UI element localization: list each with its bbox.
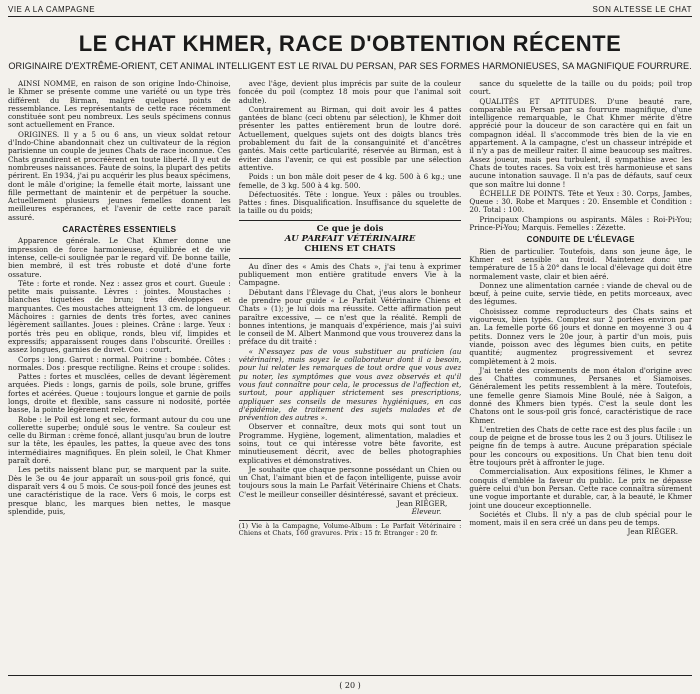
paragraph: Corps : long. Garrot : normal. Poitrine : bombée. Côtes : normales. Dos : presque rectiligne. Reins et croupe : solides.	[8, 354, 231, 372]
paragraph: L'entretien des Chats de cette race est des plus facile : un coup de peigne et de brosse tous les 2 ou 3 jours. Utilisez le peigne fin de temps à autre. Aucune préparation spéciale pour les concours ou expositions. Un Chat bien tenu doit être toujours prêt à affronter le juge.	[469, 424, 693, 468]
paragraph: Apparence générale. Le Chat Khmer donne une impression de force harmonieuse, équilibrée et de vie intense, celle-ci soulignée par le regard vif. De bonne taille, bien membré, il est très robuste et doté d'une forte ossature.	[8, 236, 231, 279]
paragraph: Pattes : fortes et musclées, celles de devant légèrement arquées. Pieds : longs, garnis de poils, sole brune, griffes fortes et acérées. Queue : toujours longue et garnie de poils longs, droite et flexible, sans cassure ni nodosité, portée basse, la pointe légèrement relevée.	[8, 372, 231, 415]
paragraph: Je souhaite que chaque personne possédant un Chien ou un Chat, l'aimant bien et de façon intelligente, puisse avoir toujours sous la main Le Parfait Vétérinaire Chiens et Chats. C'est le meilleur conseiller désintéressé, savant et précieux.	[238, 464, 462, 499]
quote-paragraph: « N'essayez pas de vous substituer au praticien (au vétérinaire), mais soyez le collaborateur dont il a besoin, pour lui relater les remarques de tout ordre que vous avez pu noter, les symptômes que vous avez observés et qu'il vous faut connaître pour cela, le processus de l'affection et, surtout, pour appliquer strictement ses prescriptions, appliquer ses conseils de mesures hygiéniques, en cas d'épidémie, de traitement des sujets malades et de prévention des autres ».	[238, 346, 462, 423]
article-columns	[8, 80, 692, 646]
paragraph: avec l'âge, devient plus imprécis par suite de la couleur foncée du poil (comptez 18 mois pour que l'animal soit adulte).	[238, 80, 462, 105]
footer-rule	[8, 675, 692, 676]
header-left: VIE A LA CAMPAGNE	[8, 5, 96, 14]
box-heading-3: CHIENS ET CHATS	[304, 243, 396, 254]
paragraph: Commercialisation. Aux expositions félines, le Khmer a conquis d'emblée la faveur du public. Le prix ne dépasse guère celui d'un bon Persan. Cette race connaîtra sûrement une vogue importante et durable, car, à la beauté, le Khmer joint une douceur exceptionnelle.	[469, 467, 693, 510]
paragraph: Les petits naissent blanc pur, se marquent par la suite. Dès le 3e ou 4e jour apparaît un sous-poil gris foncé, qui disparaît vers 4 ou 5 mois. Ce sous-poil foncé des jeunes est une caractéristique de la race. Vers 6 mois, le corps est presque blanc, les marques bien nettes, le masque splendide, puis,	[8, 465, 231, 516]
paragraph: Sociétés et Clubs. Il n'y a pas de club spécial pour le moment, mais il en sera créé un dans peu de temps.	[469, 509, 693, 528]
running-header	[8, 4, 692, 17]
paragraph: Observer et connaître, deux mots qui sont tout un Programme. Hygiène, logement, alimentation, maladies et soins, tout ce qui intéresse votre bête favorite, est minutieusement décrit, avec de belles photographies explicatives et démonstratives.	[238, 422, 462, 465]
paragraph: Rien de particulier. Toutefois, dans son jeune âge, le Khmer est sensible au froid. Maintenez donc une température de 15 à 20° dans le local d'élevage qui doit être normalement vaste, clair et bien aéré.	[469, 246, 693, 281]
article-title: LE CHAT KHMER, RACE D'OBTENTION RÉCENTE	[78, 31, 622, 56]
article-subtitle: ORIGINAIRE D'EXTRÊME-ORIENT, CET ANIMAL INTELLIGENT EST LE RIVAL DU PERSAN, PAR SES FORMES HARMONIEUSES, SA MAGNIFIQUE FOURRURE.	[8, 61, 692, 71]
testimonial-box	[239, 220, 462, 259]
paragraph: QUALITÉS ET APTITUDES. D'une beauté rare, comparable au Persan par sa fourrure magnifique, d'une intelligence remarquable, le Chat Khmer mérite d'être apprécié pour la douceur de son caractère qui en fait un compagnon idéal. Il s'accommode très bien de la vie en appartement. A la campagne, c'est un chasseur intrépide et il n'y a pas de meilleur raiter. Il aime beaucoup ses maîtres. Assez joueur, mais peu turbulent, il sympathise avec les Chats de toutes races. Sa voix est très harmonieuse et sans aucune intonation sauvage. Il n'a pas de défauts, sauf ceux que son maître lui donne !	[469, 96, 693, 189]
signature-role: Éleveur.	[411, 507, 442, 517]
box-heading-2: AU PARFAIT VÉTÉRINAIRE	[284, 233, 416, 244]
signature: Jean RIÉGER.	[627, 527, 679, 537]
paragraph: J'ai tenté des croisements de mon étalon d'origine avec des Chattes communes, Persanes et Siamoises. Généralement les petits ressemblent à la mère. Toutefois, une femelle genre Siamois Mine Boulé, née à Saïgon, a donné des Khmers bien typés. C'est la seule dont les Chatons ont le sous-poil gris foncé, caractéristique de race Khmer.	[469, 365, 693, 425]
footnote: (1) Vie à la Campagne, Volume-Album : Le Parfait Vétérinaire : Chiens et Chats, 160 gravures. Prix : 15 fr. Étranger : 20 fr.	[238, 521, 462, 538]
paragraph: sance du squelette de la taille ou du poids; poil trop court.	[469, 80, 693, 97]
section-heading: CONDUITE DE L'ÉLEVAGE	[526, 235, 635, 245]
signature: Jean RIÉGER,	[396, 499, 448, 509]
paragraph: Poids : un bon mâle doit peser de 4 kg. 500 à 6 kg.; une femelle, de 3 kg. 500 à 4 kg. 500.	[238, 172, 462, 190]
paragraph: Débutant dans l'Élevage du Chat, j'eus alors le bonheur de prendre pour guide « Le Parfait Vétérinaire Chiens et Chats » (1); je lui dois ma réussite. Cette affirmation peut paraître excessive, — ce n'est que la réalité. Rempli de bonnes intentions, je manquais d'expérience, mais j'ai suivi le conseil de M. Albert Manmond que vous trouverez dans la préface du dit traité :	[238, 287, 462, 347]
paragraph: Contrairement au Birman, qui doit avoir les 4 pattes gantées de blanc (ceci obtenu par sélection), le Khmer doit présenter les pattes entièrement brun de loutre doré. Actuellement, quelques sujets ont des doigts blancs très probablement du fait de la consanguinité et d'ancêtres gantés. Mais cette particularité, réservée au Birman, est à éviter dans l'avenir, ce qui est possible par une sélection attentive.	[238, 104, 462, 172]
paragraph: ÉCHELLE DE POINTS. Tête et Yeux : 30. Corps, Jambes, Queue : 30. Robe et Marques : 20. Ensemble et Condition : 20. Total : 100.	[469, 188, 693, 215]
section-heading: CARACTÈRES ESSENTIELS	[62, 225, 177, 235]
column-3	[469, 80, 692, 646]
page-number: ( 20 )	[339, 681, 361, 690]
box-heading-1: Ce que je dois	[316, 223, 384, 234]
paragraph: AINSI NOMMÉ, en raison de son origine Indo-Chinoise, le Khmer se présente comme une variété ou un type très différent du Birman, malgré quelques points de ressemblance. Les représentants de cette race récemment constituée sont peu nombreux. Les seuls spécimens connus sont actuellement en France.	[8, 80, 231, 130]
paragraph: Robe : le Poil est long et sec, formant autour du cou une collerette superbe; ondulé sous le ventre. Sa couleur est celle du Birman : crème foncé, allant jusqu'au brun de loutre sur la tête, les épaules, les pattes, la queue avec des tons intermédiaires magnifiques. En plein soleil, le Chat Khmer paraît doré.	[8, 414, 231, 466]
paragraph: Défectuosités. Tête : longue. Yeux : pâles ou troubles. Pattes : fines. Disqualification. Insuffisance du squelette de la taille ou du poids;	[238, 189, 462, 216]
paragraph: Principaux Champions ou aspirants. Mâles : Roi-Pi-You; Prince-Pi-You; Marquis. Femelles : Zézette.	[469, 214, 693, 233]
column-2	[239, 80, 462, 646]
header-right: SON ALTESSE LE CHAT	[592, 5, 692, 14]
paragraph: ORIGINES. Il y a 5 ou 6 ans, un vieux soldat retour d'Indo-Chine abandonnait chez un cultivateur de la région parisienne un couple de jeunes Chats de race inconnue. Ces Chats grandirent et procréèrent en toute liberté. Il y eut de nombreuses naissances. Faute de soins, la plupart des petits périrent. En 1934, j'ai pu acquérir les plus beaux spécimens, dont le mâle d'origine; la femelle était morte, laissant une fille permettant de maintenir et de perpétuer la souche. Actuellement plusieurs jeunes femelles donnent les meilleures espérances, et l'avenir de cette race paraît assuré.	[8, 129, 231, 222]
column-1	[8, 80, 231, 646]
paragraph: Choisissez comme reproducteurs des Chats sains et vigoureux, bien typés. Comptez sur 2 portées environ par an. La femelle porte 66 jours et donne en moyenne 3 ou 4 petits. Donnez vers le 20e jour, à partir d'un mois, puis viande, poisson avec des légumes bien cuits, en petite quantité; augmentez progressivement et sevrez complètement à 2 mois.	[469, 306, 693, 366]
paragraph: Tête : forte et ronde. Nez : assez gros et court. Gueule : petite mais puissante. Lèvres : jointes. Moustaches : blanches tiquetées de brun; très développées et marquantes. Ces moustaches atteignent 13 cm. de longueur. Mâchoires : garnies de dents très fortes, avec canines légèrement saillantes. Joues : pleines. Crâne : large. Yeux : portés très peu en oblique, ronds, bleu vif, limpides et expressifs; apparaissent rouges dans l'obscurité. Oreilles : assez longues, garnies de duvet. Cou : court.	[8, 278, 231, 355]
paragraph: Donnez une alimentation carnée : viande de cheval ou de bœuf, à peine cuite, servie tiède, en petits morceaux, avec des légumes.	[469, 280, 693, 307]
paragraph: Au dîner des « Amis des Chats », j'ai tenu à exprimer publiquement mon entière gratitude envers Vie à la Campagne.	[238, 261, 462, 288]
